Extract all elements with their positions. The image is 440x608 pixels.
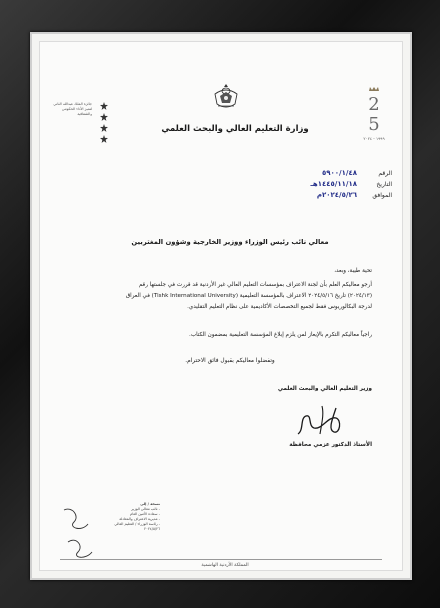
body-line: لدرجة البكالوريوس فقط لجميع التخصصات الأكاديمية على نظام التعليم التقليدي. bbox=[187, 304, 372, 310]
awards-block bbox=[52, 94, 108, 164]
reference-corresponding-value: ٢٠٢٤/٥/٢٦م bbox=[316, 191, 357, 199]
ministry-title: وزارة التعليم العالي والبحث العلمي bbox=[161, 124, 309, 134]
signer-title: وزير التعليم العالي والبحث العلمي bbox=[277, 386, 372, 392]
award-line: والشفافية bbox=[77, 112, 92, 116]
svg-text:5: 5 bbox=[368, 114, 380, 135]
copies-block bbox=[50, 502, 160, 564]
copies-header: نسخة / إلى bbox=[140, 502, 160, 506]
request-line: راجياً معاليكم التكرم بالإيعاز لمن يلزم إبلاغ المؤسسة التعليمية بمضمون الكتاب. bbox=[189, 332, 372, 338]
reference-corresponding-label: الموافق bbox=[372, 192, 392, 199]
letter-page bbox=[39, 41, 403, 571]
signer-name: الأستاذ الدكتور عزمي محافظة bbox=[289, 442, 372, 448]
svg-text:2: 2 bbox=[368, 94, 380, 115]
award-line: لتميز الأداء الحكومي bbox=[61, 107, 92, 111]
award-line: جائزة الملك عبدالله الثاني bbox=[53, 102, 92, 106]
handwritten-signature-icon bbox=[292, 400, 352, 440]
letter-body bbox=[54, 280, 372, 313]
footer-text: المملكة الأردنية الهاشمية bbox=[201, 563, 249, 568]
frame-mat bbox=[30, 32, 412, 580]
star-badge-icon bbox=[100, 124, 108, 132]
jordan-coat-of-arms-icon bbox=[212, 82, 240, 112]
closing-line: وتفضلوا معاليكم بقبول فائق الاحترام. bbox=[185, 358, 275, 364]
copies-line: - سعادة الأمين العام bbox=[130, 512, 160, 516]
copies-date: ٢٠٢٤/٥/٢٦ bbox=[144, 527, 160, 531]
handwritten-initials-icon bbox=[58, 502, 98, 564]
reference-number-value: ٥٩٠٠/١/٤٨ bbox=[321, 169, 357, 177]
silver-jubilee-25-icon bbox=[354, 84, 394, 146]
jubilee-year: ١٩٩٩ - ٢٠٢٤ bbox=[363, 136, 385, 141]
copies-line: - مديرية الاعتراف والمعادلة bbox=[119, 517, 160, 521]
body-line: أرجو معاليكم العلم بأن لجنة الاعتراف بمؤسسات التعليم العالي غير الأردنية قد قررت في جلستها رقم bbox=[138, 282, 372, 288]
star-badge-icon bbox=[100, 113, 108, 121]
star-badge-icon bbox=[100, 135, 108, 143]
footer-divider bbox=[60, 559, 382, 560]
reference-date-label: التاريخ bbox=[376, 181, 392, 188]
addressee-line: معالي نائب رئيس الوزراء ووزير الخارجية وشؤون المغتربين bbox=[131, 238, 329, 246]
reference-block bbox=[288, 168, 392, 201]
star-badge-icon bbox=[100, 102, 108, 110]
copies-line: - رئاسة الوزراء / التعليم العالي bbox=[114, 522, 160, 526]
reference-number-label: الرقم bbox=[378, 170, 392, 177]
reference-date-value: ١٤٤٥/١١/١٨هـ bbox=[310, 180, 357, 188]
copies-line: - نائب معالي الوزير bbox=[131, 507, 160, 511]
greeting-line: تحية طيبة، وبعد، bbox=[334, 268, 372, 274]
body-line: (٢٠٢٤/١٣) تاريخ ٢٠٢٤/٥/١٦ الاعتراف بالمؤسسة التعليمية (Tishk International University) في العراق bbox=[125, 293, 372, 299]
